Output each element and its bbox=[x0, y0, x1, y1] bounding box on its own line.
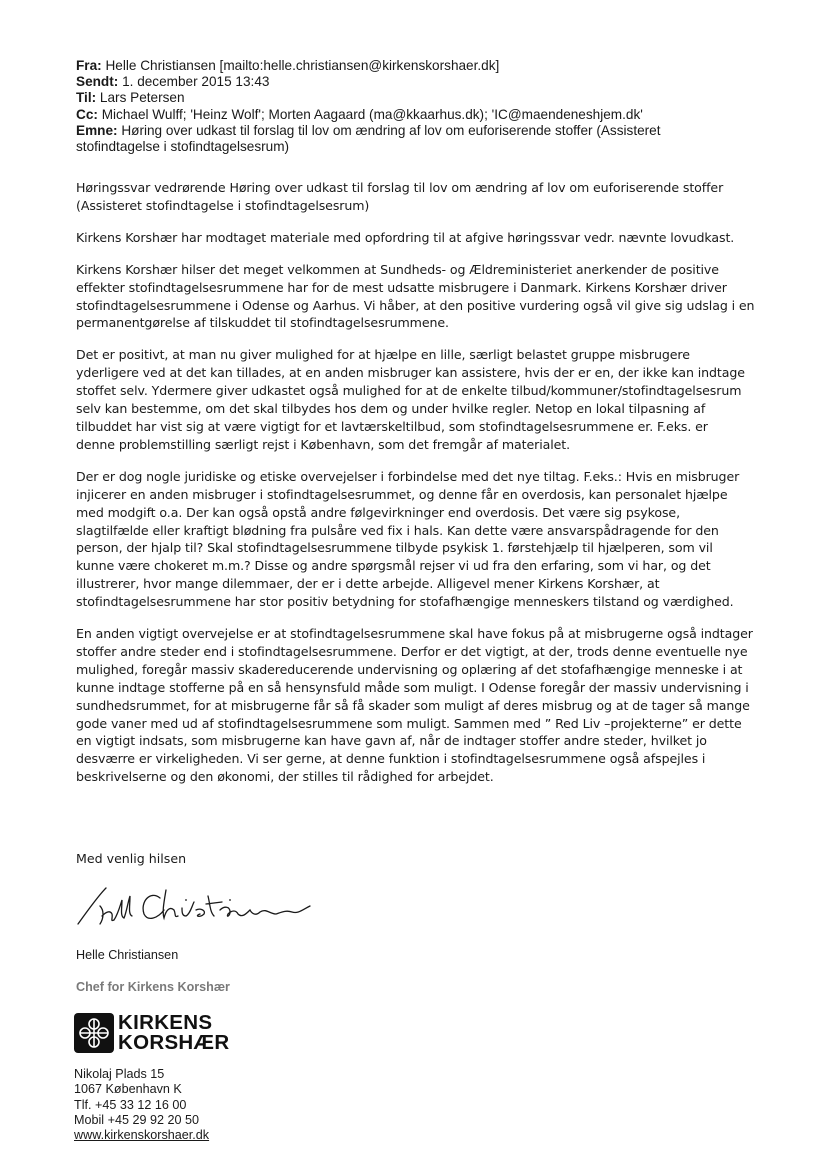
paragraph-line: mulighed, foregår massiv skadereducerende undervisning og oplæring af det stofafhængige menneske i at bbox=[76, 661, 743, 677]
sent-value: 1. december 2015 13:43 bbox=[122, 74, 270, 90]
paragraph-line: kunne indtage stofferne på en så hensynsfuld måde som muligt. I Odense foregår der massiv undervisning i bbox=[76, 679, 749, 695]
paragraph-4 bbox=[76, 346, 766, 453]
paragraph-line: med modgift o.a. Der kan også opstå andre følgevirkninger end overdosis. Det være sig psykose, bbox=[76, 504, 680, 520]
paragraph-line: stofindtagelsesrummene har stor positiv betydning for stofafhængige menneskers tilstand og værdighed. bbox=[76, 594, 734, 610]
paragraph-line: permanentgørelse af tilskuddet til stofindtagelsesrummene. bbox=[76, 315, 449, 331]
cc-label: Cc: bbox=[76, 106, 98, 122]
paragraph-line: beskrivelserne og den økonomi, der stilles til rådighed for arbejdet. bbox=[76, 769, 494, 785]
paragraph-line: Kirkens Korshær har modtaget materiale med opfordring til at afgive høringssvar vedr. nævnte lovudkast. bbox=[76, 229, 735, 245]
logo-line-1: KIRKENS bbox=[118, 1011, 213, 1034]
paragraph-line: stofindtagelsesrummene i Odense og Aarhus. Vi håber, at den positive vurdering også vil give sig udslag i en bbox=[76, 297, 755, 313]
paragraph-line: effekter stofindtagelsesrummene har for de mest udsatte misbrugere i Danmark. Kirkens Korshær driver bbox=[76, 279, 727, 295]
handwritten-signature bbox=[70, 880, 330, 930]
kirkens-korshaer-cross-logo-icon bbox=[74, 1013, 114, 1053]
letter-body bbox=[76, 179, 766, 800]
paragraph-line: selv kan bestemme, om det skal tilbydes hos dem og under hvilke regler. Netop en lokal tilpasning af bbox=[76, 401, 706, 417]
from-value: Helle Christiansen [mailto:helle.christiansen@kirkenskorshaer.dk] bbox=[105, 58, 500, 73]
paragraph-line: sundhedsrummet, for at misbrugerne får så få skader som muligt af deres misbrug og at de tager så mange bbox=[76, 697, 750, 713]
paragraph-line: Høringssvar vedrørende Høring over udkast til forslag til lov om ændring af lov om euforiserende stoffer bbox=[76, 180, 724, 195]
email-header bbox=[76, 58, 776, 155]
address-mobile: Mobil +45 29 92 20 50 bbox=[74, 1112, 199, 1127]
header-cc-row bbox=[76, 107, 776, 123]
organization-logo bbox=[74, 1011, 229, 1055]
paragraph-line: kunne være chokeret m.m.? Disse og andre spørgsmål rejser vi ud fra den erfaring, som vi har, og det bbox=[76, 558, 711, 574]
website-link[interactable]: www.kirkenskorshaer.dk bbox=[74, 1128, 210, 1143]
paragraph-line: desværre er virkeligheden. Vi ser gerne, at denne funktion i stofindtagelsesrummene også afspejles i bbox=[76, 751, 706, 767]
paragraph-line: yderligere ved at det kan tillades, at en anden misbruger kan assistere, hvis der er en, der ikke kan indtage bbox=[76, 365, 745, 381]
address-city: 1067 København K bbox=[74, 1082, 182, 1097]
paragraph-line: stoffer andre steder end i stofindtagelsesrummene. Derfor er det vigtigt, at der, trods denne eventuelle nye bbox=[76, 643, 748, 659]
cc-value: Michael Wulff; 'Heinz Wolf'; Morten Aagaard (ma@kkaarhus.dk); 'IC@maendeneshjem.dk' bbox=[101, 106, 643, 122]
subject-value-line2: stofindtagelse i stofindtagelsesrum) bbox=[76, 139, 290, 155]
address-block bbox=[74, 1067, 209, 1143]
logo-wordmark bbox=[118, 1013, 229, 1053]
from-label: Fra: bbox=[76, 58, 102, 73]
paragraph-line: (Assisteret stofindtagelse i stofindtagelsesrum) bbox=[76, 197, 370, 213]
sent-label: Sendt: bbox=[76, 74, 119, 90]
paragraph-line: En anden vigtigt overvejelse er at stofindtagelsesrummene skal have fokus på at misbrugerne også indtager bbox=[76, 626, 753, 642]
header-to-row bbox=[76, 90, 776, 106]
signer-name: Helle Christiansen bbox=[76, 948, 179, 962]
to-label: Til: bbox=[76, 90, 97, 106]
paragraph-line: stoffet selv. Ydermere giver udkastet også mulighed for at de enkelte tilbud/kommuner/stofindtagelsesrum bbox=[76, 383, 742, 399]
paragraph-line: injicerer en anden misbruger i stofindtagelsesrummet, og denne får en overdosis, kan personalet hjælpe bbox=[76, 486, 728, 502]
paragraph-line: illustrerer, hvor mange dilemmaer, der er i dette arbejde. Alligevel mener Kirkens Korshær, at bbox=[76, 576, 660, 592]
paragraph-line: slagtilfælde eller kraftigt blødning fra pulsåre ved fix i hals. Kan dette være ansvarspådragende for den bbox=[76, 522, 719, 538]
paragraph-line: tilbuddet har vist sig at være vigtigt for et lavtærskeltilbud, som stofindtagelsesrummene er. F.eks. er bbox=[76, 418, 708, 434]
paragraph-2 bbox=[76, 229, 766, 247]
paragraph-line: Der er dog nogle juridiske og etiske overvejelser i forbindelse med det nye tiltag. F.eks.: Hvis en misbruger bbox=[76, 468, 740, 484]
paragraph-line: denne problemstilling særligt rejst i København, som det fremgår af materialet. bbox=[76, 436, 571, 452]
header-from-row bbox=[76, 58, 776, 74]
paragraph-6 bbox=[76, 625, 766, 786]
logo-line-2: KORSHÆR bbox=[118, 1031, 230, 1054]
subject-value-line1: Høring over udkast til forslag til lov om ændring af lov om euforiserende stoffer (Assisteret bbox=[121, 122, 661, 138]
paragraph-line: person, der hjalp til? Skal stofindtagelsesrummene tilbyde psykisk 1. førstehjælp til hjælperen, som vil bbox=[76, 540, 713, 556]
address-street: Nikolaj Plads 15 bbox=[74, 1067, 165, 1081]
paragraph-5 bbox=[76, 468, 766, 611]
signer-title: Chef for Kirkens Korshær bbox=[76, 980, 230, 994]
paragraph-line: Kirkens Korshær hilser det meget velkommen at Sundheds- og Ældreministeriet anerkender de positive bbox=[76, 261, 719, 277]
address-phone: Tlf. +45 33 12 16 00 bbox=[74, 1097, 187, 1112]
to-value: Lars Petersen bbox=[99, 90, 185, 106]
paragraph-line: en vigtigt indsats, som misbrugerne kan have gavn af, når de indtager stoffer andre steder, hvilket jo bbox=[76, 733, 707, 749]
header-sent-row bbox=[76, 74, 776, 90]
paragraph-line: gode vaner med ud af stofindtagelsesrummene som muligt. Sammen med ” Red Liv –projekterne” er dette bbox=[76, 715, 742, 731]
header-subject-row bbox=[76, 123, 776, 155]
paragraph-line: Det er positivt, at man nu giver mulighed for at hjælpe en lille, særligt belastet gruppe misbrugere bbox=[76, 347, 690, 363]
paragraph-1 bbox=[76, 179, 766, 215]
subject-label: Emne: bbox=[76, 122, 118, 138]
closing-greeting: Med venlig hilsen bbox=[76, 851, 187, 866]
paragraph-3 bbox=[76, 261, 766, 333]
